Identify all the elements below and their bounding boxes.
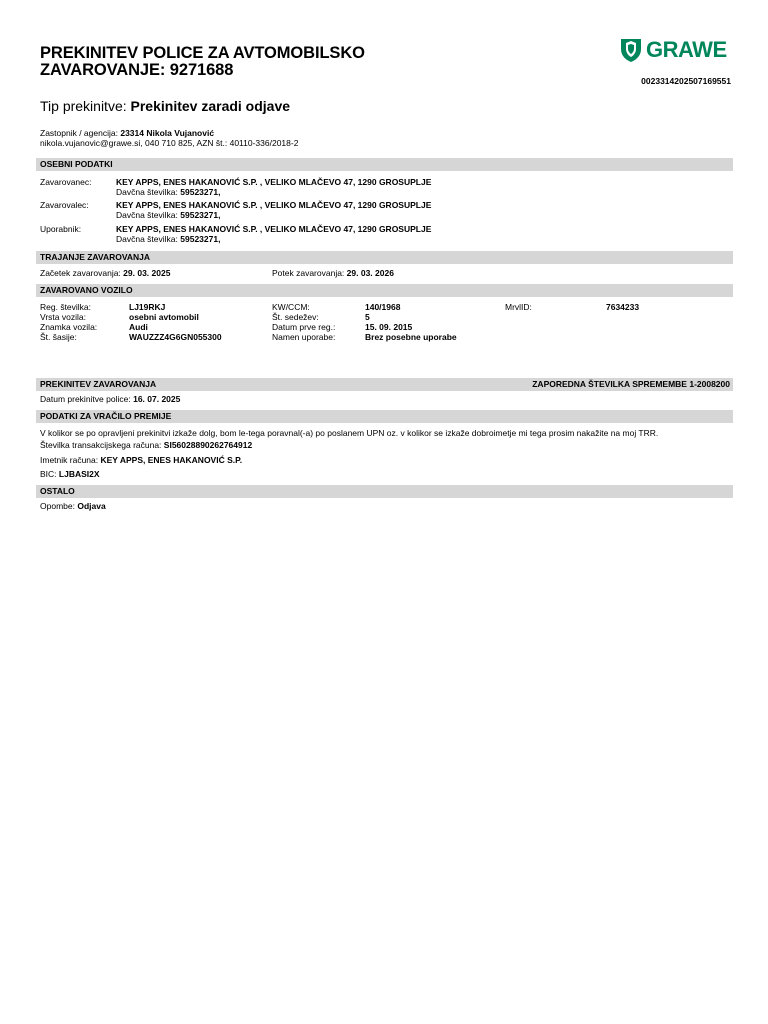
title-line-2: ZAVAROVANJE: 9271688 xyxy=(40,61,234,79)
agent-info xyxy=(40,128,298,148)
bic: BIC: LJBASI2X xyxy=(40,469,100,479)
termination-type-value: Prekinitev zaradi odjave xyxy=(130,98,291,114)
vehicle-labels-col1: Reg. številka: Vrsta vozila: Znamka vozila: Št. šasije: xyxy=(40,302,98,342)
termination-date: Datum prekinitve police: 16. 07. 2025 xyxy=(40,394,181,404)
refund-text: V kolikor se po opravljeni prekinitvi izkaže dolg, bom le-tega poravnal(-a) po poslanem UPN oz. v kolikor se izkaže dobroimetje mi tega prosim nakažite na moj TRR. xyxy=(40,428,659,438)
party-label: Zavarovanec: xyxy=(40,177,92,187)
agent-contact: nikola.vujanovic@grawe.si, 040 710 825, AZN št.: 40110-336/2018-2 xyxy=(40,138,299,148)
mrvl-label: MrvlID: xyxy=(505,302,532,312)
notes: Opombe: Odjava xyxy=(40,501,106,511)
vehicle-values-col2: 140/1968 5 15. 09. 2015 Brez posebne uporabe xyxy=(365,302,457,342)
agent-value: 23314 Nikola Vujanović xyxy=(120,128,215,138)
section-termination-heading: PREKINITEV ZAVAROVANJA ZAPOREDNA ŠTEVILKA SPREMEMBE 1-2008200 xyxy=(36,378,733,391)
agent-label: Zastopnik / agencija: xyxy=(40,128,118,138)
section-vehicle-heading: ZAVAROVANO VOZILO xyxy=(36,284,733,297)
mrvl-value: 7634233 xyxy=(606,302,640,312)
party-value: KEY APPS, ENES HAKANOVIĆ S.P. , VELIKO MLAČEVO 47, 1290 GROSUPLJE xyxy=(116,224,432,234)
start-date: Začetek zavarovanja: 29. 03. 2025 xyxy=(40,268,171,278)
party-label: Zavarovalec: xyxy=(40,200,89,210)
party-tax: Davčna številka: 59523271, xyxy=(116,187,221,197)
party-label: Uporabnik: xyxy=(40,224,82,234)
party-value: KEY APPS, ENES HAKANOVIĆ S.P. , VELIKO MLAČEVO 47, 1290 GROSUPLJE xyxy=(116,177,432,187)
termination-type-label: Tip prekinitve: xyxy=(40,98,127,114)
document-title xyxy=(40,45,365,79)
title-line-1: PREKINITEV POLICE ZA AVTOMOBILSKO xyxy=(40,44,365,62)
section-personal-heading: OSEBNI PODATKI xyxy=(36,158,733,171)
shield-icon xyxy=(619,37,643,63)
grawe-logo xyxy=(619,35,727,65)
document-number: 0023314202507169551 xyxy=(641,76,731,86)
account-holder: Imetnik računa: KEY APPS, ENES HAKANOVIĆ S.P. xyxy=(40,455,243,465)
section-duration-heading: TRAJANJE ZAVAROVANJA xyxy=(36,251,733,264)
section-other-heading: OSTALO xyxy=(36,485,733,498)
section-refund-heading: PODATKI ZA VRAČILO PREMIJE xyxy=(36,410,733,423)
end-date: Potek zavarovanja: 29. 03. 2026 xyxy=(272,268,394,278)
change-number: ZAPOREDNA ŠTEVILKA SPREMEMBE 1-2008200 xyxy=(532,379,730,389)
vehicle-labels-col2: KW/CCM: Št. sedežev: Datum prve reg.: Namen uporabe: xyxy=(272,302,336,342)
logo-text: GRAWE xyxy=(646,37,727,62)
party-tax: Davčna številka: 59523271, xyxy=(116,210,221,220)
account-number: Številka transakcijskega računa: SI56028890262764912 xyxy=(40,440,253,450)
party-tax: Davčna številka: 59523271, xyxy=(116,234,221,244)
vehicle-values-col1: LJ19RKJ osebni avtomobil Audi WAUZZZ4G6GN055300 xyxy=(129,302,222,342)
party-value: KEY APPS, ENES HAKANOVIĆ S.P. , VELIKO MLAČEVO 47, 1290 GROSUPLJE xyxy=(116,200,432,210)
termination-type xyxy=(40,98,290,114)
